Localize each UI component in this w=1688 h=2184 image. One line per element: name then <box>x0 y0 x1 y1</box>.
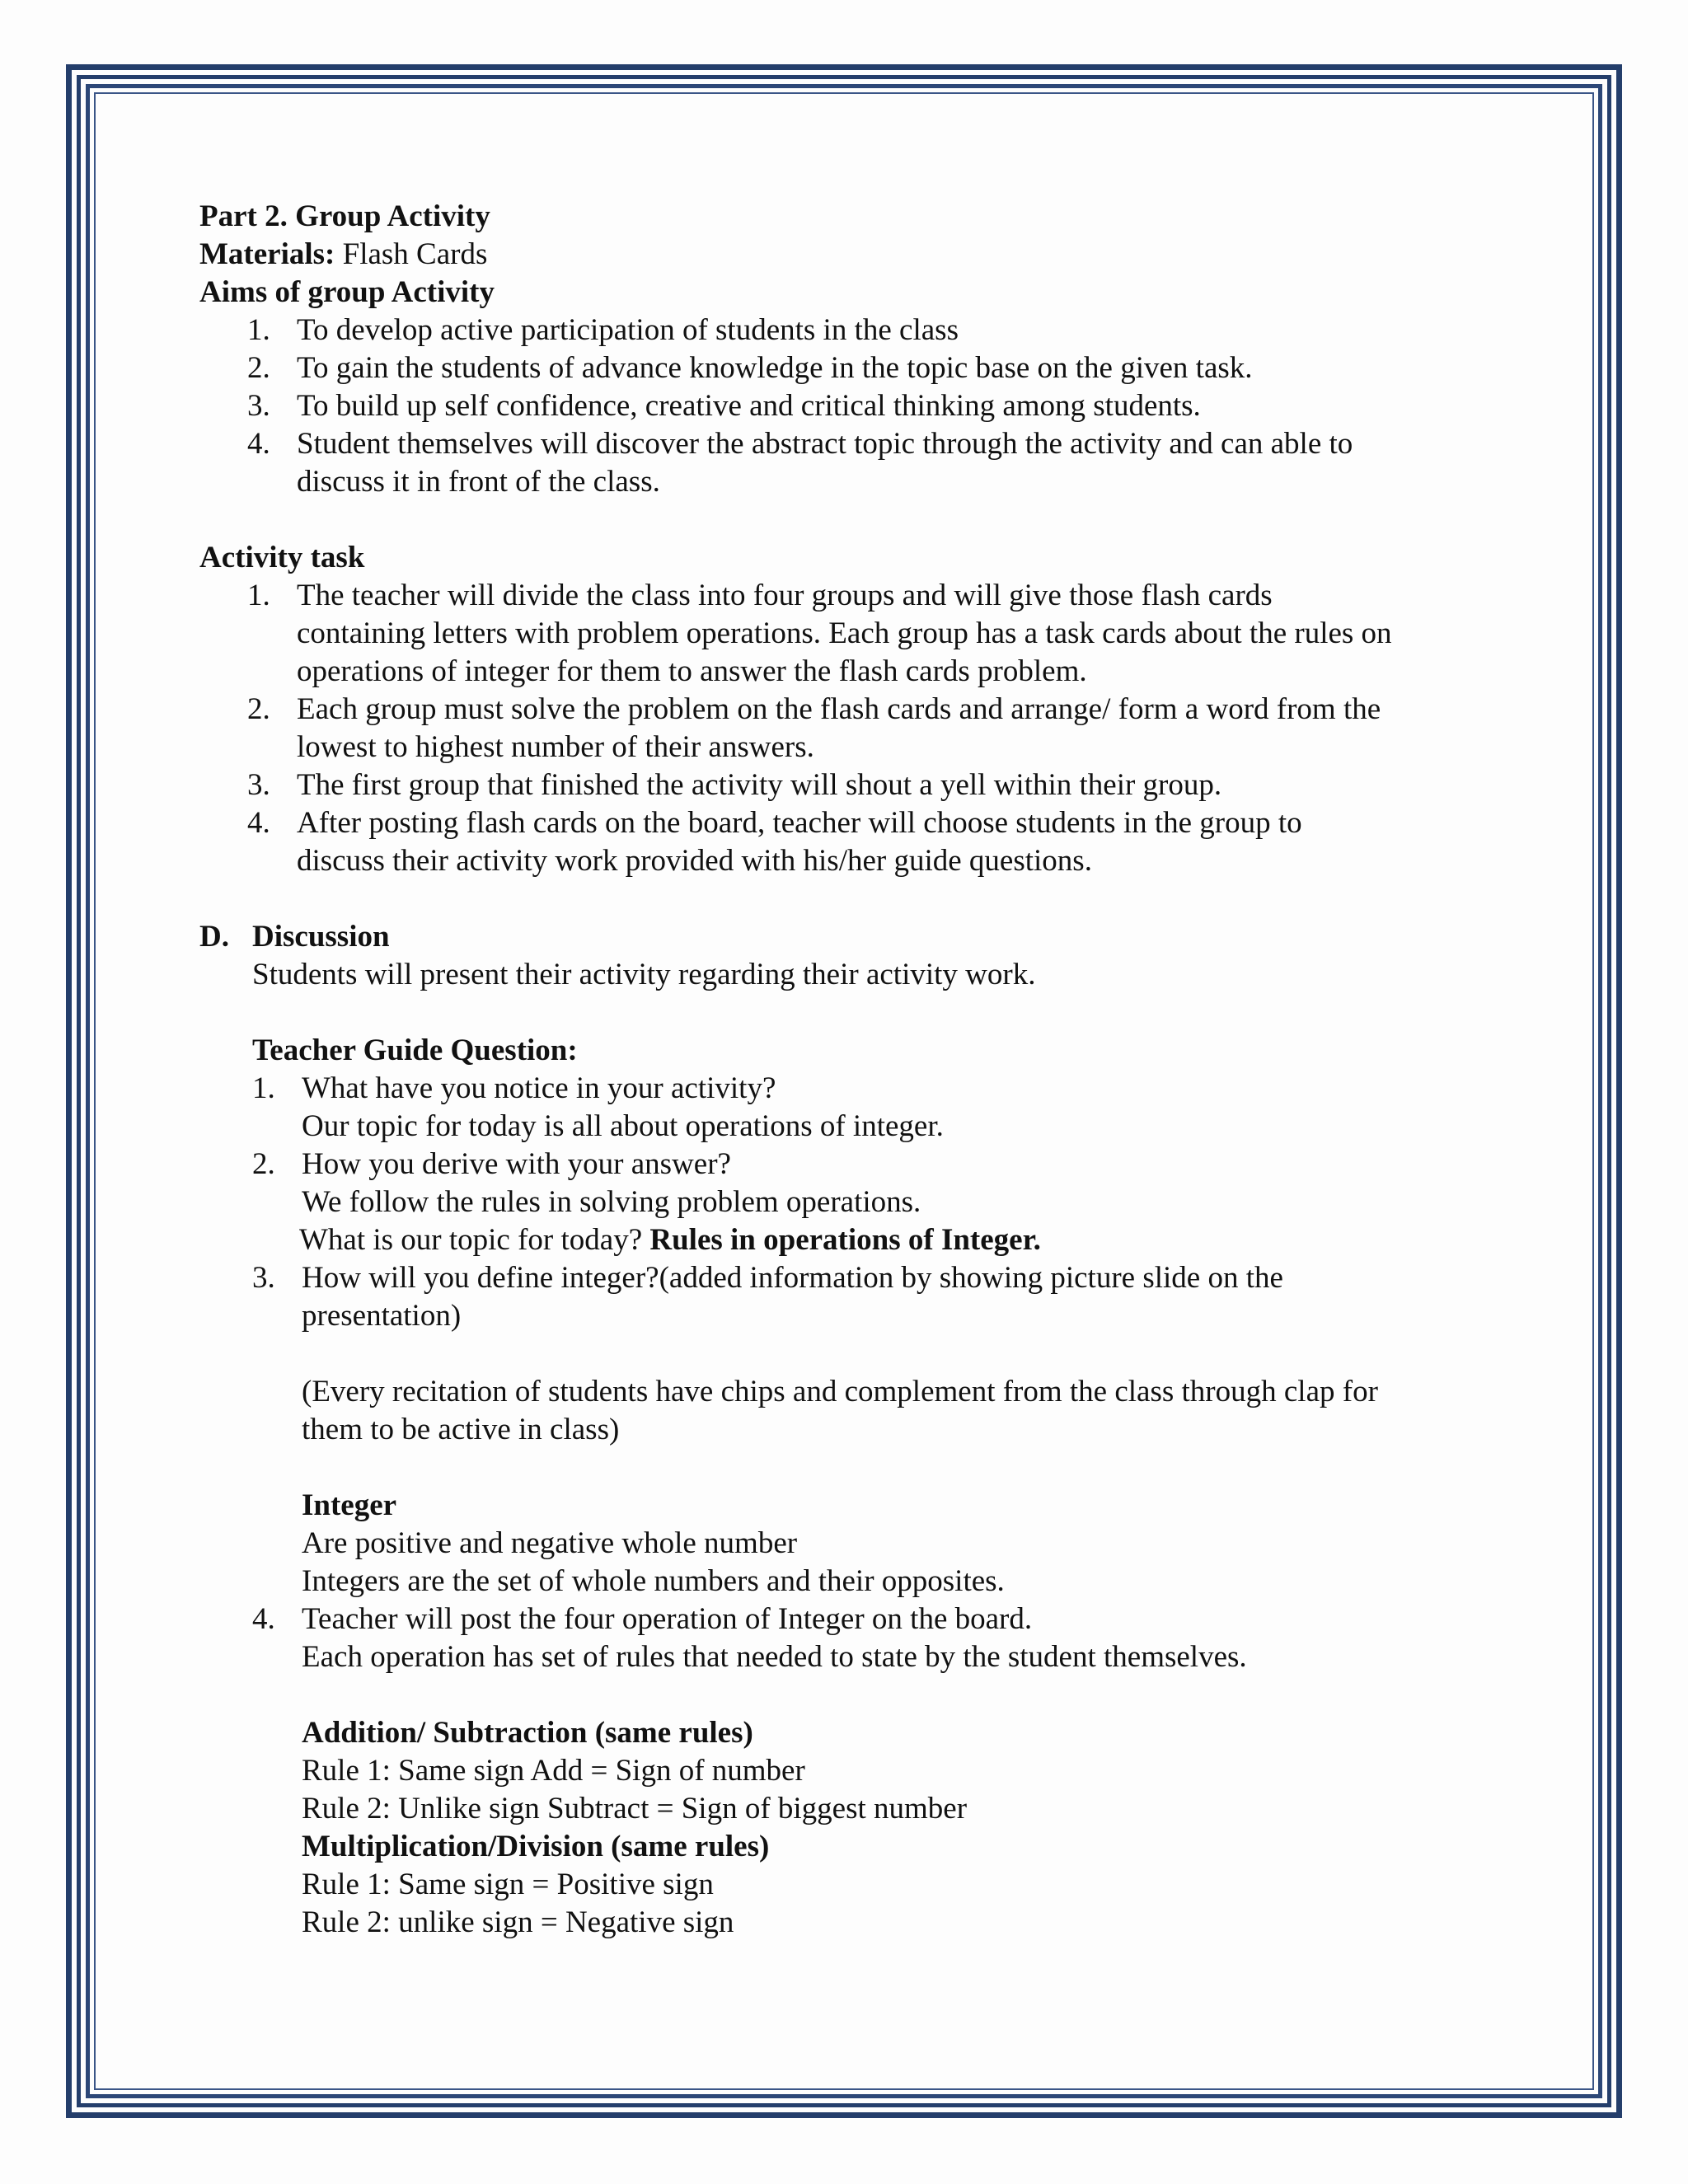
aim-item: 4. Student themselves will discover the abstract topic through the activity and can able to <box>247 427 1353 461</box>
task-item: 2. Each group must solve the problem on the flash cards and arrange/ form a word from the <box>247 692 1381 726</box>
muldiv-rule: Rule 1: Same sign = Positive sign <box>302 1868 714 1901</box>
aim-item: 3. To build up self confidence, creative and critical thinking among students. <box>247 389 1201 423</box>
document-body <box>199 198 1518 1942</box>
guide-answer: Our topic for today is all about operations of integer. <box>302 1109 944 1143</box>
part2-title: Part 2. Group Activity <box>199 199 490 233</box>
addsub-rule: Rule 2: Unlike sign Subtract = Sign of biggest number <box>302 1792 968 1825</box>
muldiv-rule: Rule 2: unlike sign = Negative sign <box>302 1905 734 1939</box>
muldiv-title: Multiplication/Division (same rules) <box>302 1830 770 1863</box>
integer-definition: Integers are the set of whole numbers and their opposites. <box>302 1564 1005 1598</box>
guide-question-cont: presentation) <box>302 1299 462 1333</box>
materials-label: Materials: <box>199 237 335 271</box>
task-item-cont: lowest to highest number of their answers. <box>297 730 814 764</box>
task-item-cont: discuss their activity work provided with his/her guide questions. <box>297 844 1092 878</box>
recitation-note: them to be active in class) <box>302 1413 620 1446</box>
guide-question-title: Teacher Guide Question: <box>252 1033 578 1067</box>
materials-value: Flash Cards <box>335 237 488 271</box>
guide-question: 2. How you derive with your answer? <box>252 1147 731 1181</box>
task-item: 1. The teacher will divide the class into four groups and will give those flash cards <box>247 579 1273 612</box>
integer-title: Integer <box>302 1488 397 1522</box>
integer-definition: Are positive and negative whole number <box>302 1526 798 1560</box>
aim-item: 1. To develop active participation of students in the class <box>247 313 959 347</box>
guide-followup: What is our topic for today? Rules in operations of Integer. <box>299 1223 1041 1257</box>
guide-question-cont: Each operation has set of rules that needed to state by the student themselves. <box>302 1640 1247 1674</box>
activity-task-title: Activity task <box>199 541 365 574</box>
aim-item-cont: discuss it in front of the class. <box>297 465 660 499</box>
task-item-cont: operations of integer for them to answer the flash cards problem. <box>297 654 1087 688</box>
discussion-intro: Students will present their activity regarding their activity work. <box>252 958 1036 991</box>
task-item-cont: containing letters with problem operations. Each group has a task cards about the rules on <box>297 616 1392 650</box>
aims-title: Aims of group Activity <box>199 275 495 309</box>
task-item: 4. After posting flash cards on the board, teacher will choose students in the group to <box>247 806 1302 840</box>
guide-answer: We follow the rules in solving problem operations. <box>302 1185 921 1219</box>
discussion-heading: D. Discussion <box>199 920 390 954</box>
guide-question: 1. What have you notice in your activity? <box>252 1071 776 1105</box>
aim-item: 2. To gain the students of advance knowledge in the topic base on the given task. <box>247 351 1253 385</box>
guide-question: 4. Teacher will post the four operation of Integer on the board. <box>252 1602 1033 1636</box>
task-item: 3. The first group that finished the activity will shout a yell within their group. <box>247 768 1222 802</box>
topic-highlight: Rules in operations of Integer. <box>649 1223 1041 1257</box>
addsub-title: Addition/ Subtraction (same rules) <box>302 1716 753 1750</box>
guide-question: 3. How will you define integer?(added information by showing picture slide on the <box>252 1261 1283 1295</box>
materials-line <box>199 236 1518 274</box>
addsub-rule: Rule 1: Same sign Add = Sign of number <box>302 1754 805 1788</box>
recitation-note: (Every recitation of students have chips and complement from the class through clap for <box>302 1375 1378 1408</box>
